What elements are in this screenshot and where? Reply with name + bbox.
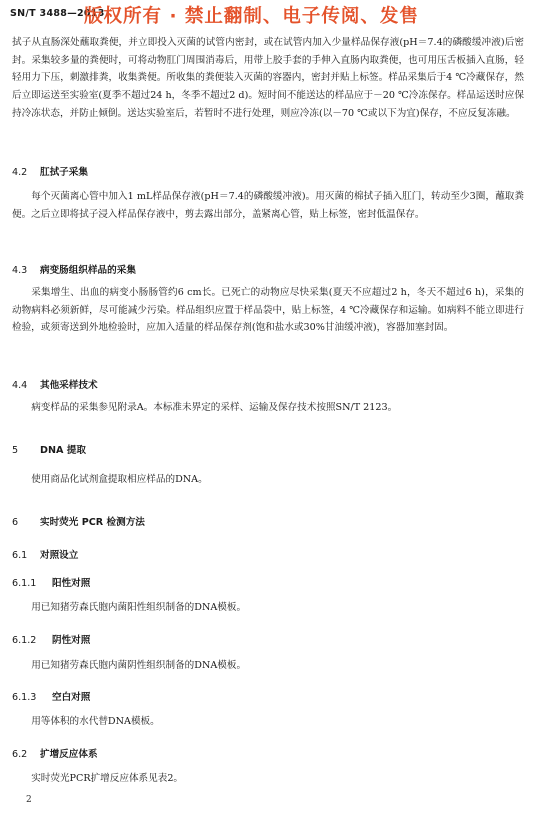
- section-number: 4.4: [12, 380, 28, 391]
- section-title: 其他采样技术: [40, 380, 98, 391]
- section-title: 阳性对照: [52, 578, 91, 589]
- section-title: 病变肠组织样品的采集: [40, 265, 136, 276]
- section-heading-4-3: [12, 262, 136, 276]
- section-title: 肛拭子采集: [40, 167, 88, 178]
- paragraph-blank-control: 用等体积的水代替DNA模板。: [31, 716, 160, 727]
- section-number: 4.2: [12, 167, 28, 178]
- section-number: 6.1.3: [12, 692, 37, 703]
- section-heading-6: [12, 514, 145, 528]
- section-title: 空白对照: [52, 692, 91, 703]
- paragraph-other-sampling: 病变样品的采集参见附录A。本标准未界定的采样、运输及保存技术按照SN/T 2123。: [31, 402, 398, 413]
- section-number: 4.3: [12, 265, 28, 276]
- paragraph-positive-control: 用已知猪劳森氏胞内菌阳性组织制备的DNA模板。: [31, 602, 247, 613]
- section-title: 阴性对照: [52, 635, 91, 646]
- paragraph-reaction-system: 实时荧光PCR扩增反应体系见表2。: [31, 773, 184, 784]
- section-number: 5: [12, 445, 19, 456]
- section-number: 6.1.2: [12, 635, 37, 646]
- paragraph-dna-extraction: 使用商品化试剂盒提取相应样品的DNA。: [31, 474, 208, 485]
- section-number: 6.1: [12, 550, 28, 561]
- section-heading-6-1-2: [12, 632, 90, 646]
- paragraph-negative-control: 用已知猪劳森氏胞内菌阴性组织制备的DNA模板。: [31, 660, 247, 671]
- section-heading-6-1: [12, 547, 78, 561]
- intro-paragraph: 拭子从直肠深处蘸取粪便，并立即投入灭菌的试管内密封，或在试管内加入少量样品保存液(pH＝7.4的磷酸缓冲液)后密封。采集较多量的粪便时，可将动物肛门周围消毒后，用带上胶手套的手伸入直肠内取粪便，也可用压舌板插入直肠，轻轻用力下压，刺激排粪，收集粪便。所收集的粪便装入灭菌的容器内，密封并贴上标签。样品采集后于4 ℃冷藏保存，然后立即运送至实验室(夏季不超过24 h，冬季不超过2 d)。短时间不能送达的样品应于－20 ℃冷冻保存。样品运送时应保持冷冻状态，并防止倾倒。送达实验室后，若暂时不进行处理，则应冷冻(以－70 ℃或以下为宜)保存，不应反复冻融。: [12, 37, 524, 119]
- section-title: DNA 提取: [40, 445, 86, 456]
- section-heading-5: [12, 442, 86, 456]
- section-title: 实时荧光 PCR 检测方法: [40, 517, 145, 528]
- section-number: 6.1.1: [12, 578, 37, 589]
- section-heading-6-1-1: [12, 575, 90, 589]
- page-number: 2: [26, 795, 32, 805]
- paragraph-intestinal-tissue: 采集增生、出血的病变小肠肠管约6 cm长。已死亡的动物应尽快采集(夏天不应超过2 h，冬天不超过6 h)，采集的动物病料必须新鲜，尽可能减少污染。样品组织应置于样品袋中，贴上标签，4 ℃冷藏保存和运输。如病料不能立即进行检验，或须寄送到外地检验时，应加入适量的样品保存剂(饱和盐水或30%甘油缓冲液)，容器加塞封固。: [12, 287, 524, 334]
- standard-code: SN/T 3488—2013: [10, 8, 105, 19]
- section-heading-6-2: [12, 746, 98, 760]
- section-title: 扩增反应体系: [40, 749, 98, 760]
- section-title: 对照设立: [40, 550, 79, 561]
- section-number: 6: [12, 517, 19, 528]
- copyright-watermark: 版权所有 · 禁止翻制、电子传阅、发售: [84, 6, 419, 27]
- section-heading-4-4: [12, 377, 98, 391]
- section-heading-4-2: [12, 164, 88, 178]
- section-number: 6.2: [12, 749, 28, 760]
- paragraph-anal-swab: 每个灭菌离心管中加入1 mL样品保存液(pH＝7.4的磷酸缓冲液)。用灭菌的棉拭子插入肛门，转动至少3圈，蘸取粪便。之后立即将拭子浸入样品保存液中，剪去露出部分，盖紧离心管，贴上标签，密封低温保存。: [12, 191, 524, 220]
- section-heading-6-1-3: [12, 689, 90, 703]
